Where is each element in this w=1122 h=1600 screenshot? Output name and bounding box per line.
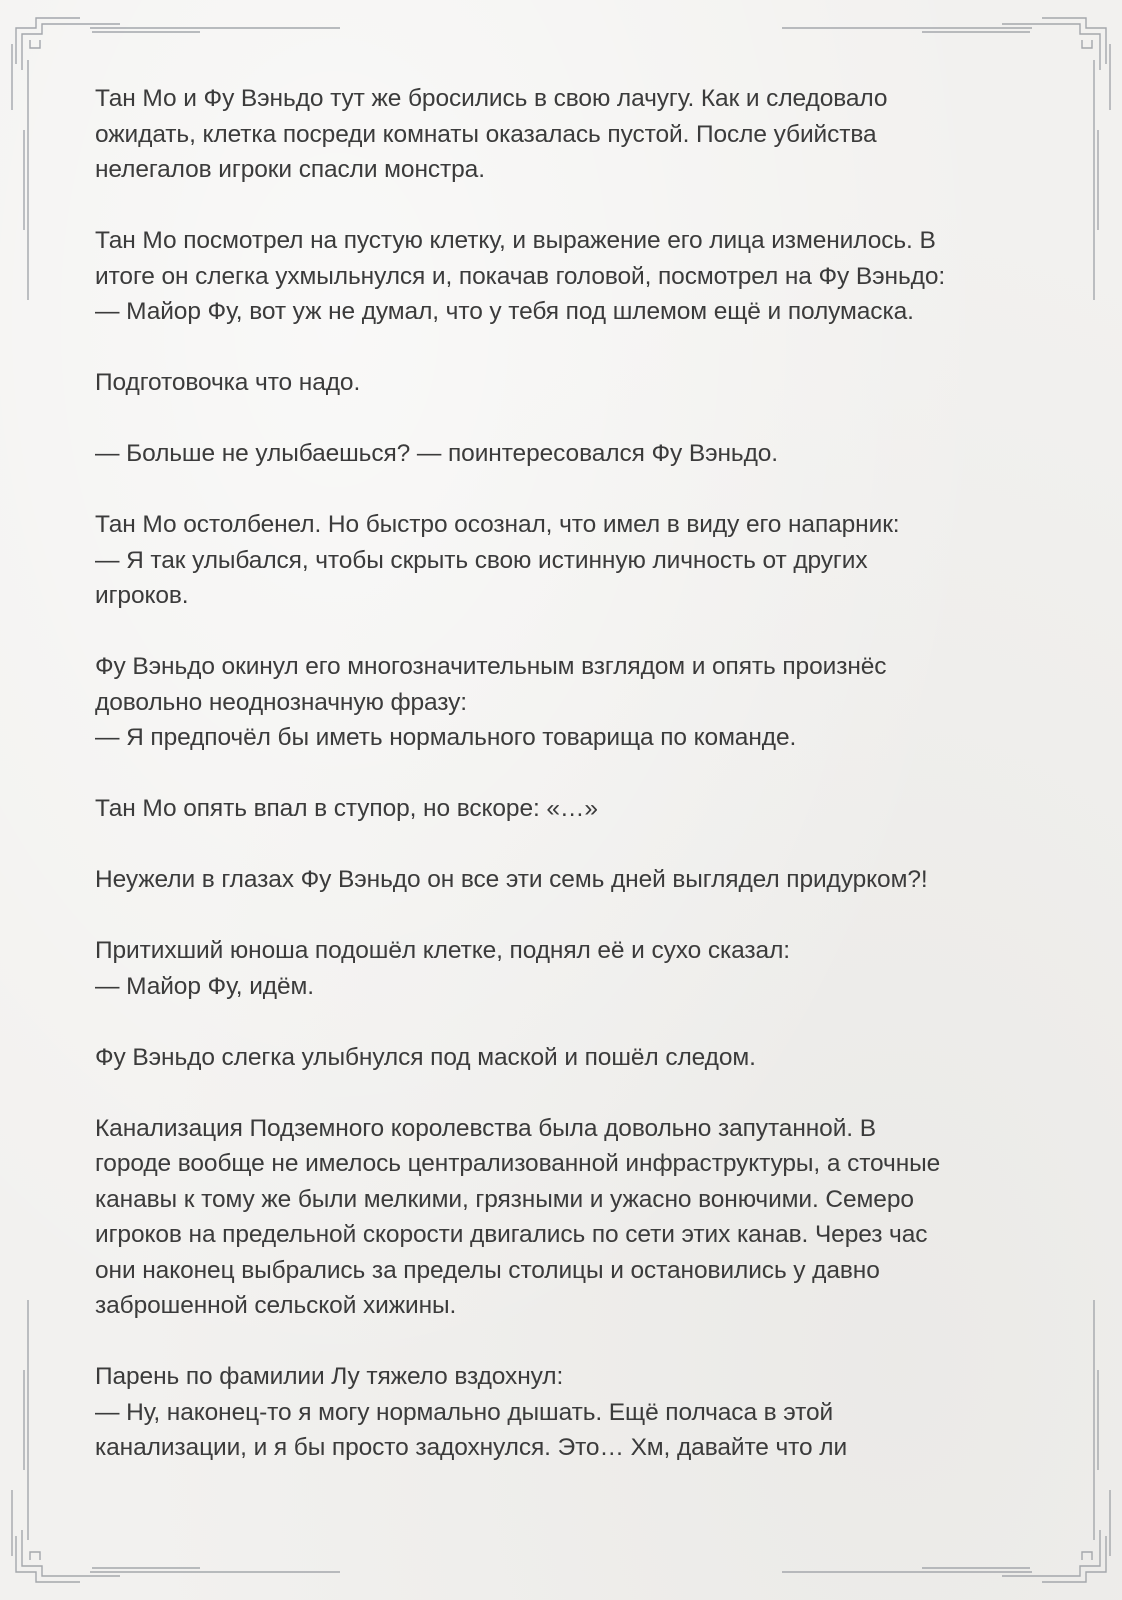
paragraph xyxy=(95,1359,1045,1466)
text-line: игроков. xyxy=(95,582,189,609)
paragraph xyxy=(95,81,1045,188)
frame-left-rules xyxy=(24,60,28,1540)
text-line: Фу Вэньдо окинул его многозначительным взглядом и опять произнёс xyxy=(95,653,887,680)
text-line: игроков на предельной скорости двигались по сети этих канав. Через час xyxy=(95,1221,928,1248)
paragraph xyxy=(95,436,1045,472)
frame-right-rules xyxy=(1094,60,1098,1540)
text-line: — Майор Фу, идём. xyxy=(95,972,314,1000)
text-line: — Я так улыбался, чтобы скрыть свою истинную личность от других xyxy=(95,546,868,574)
text-line: городе вообще не имелось централизованной инфраструктуры, а сточные xyxy=(95,1150,941,1177)
text-line: Подготовочка что надо. xyxy=(95,369,361,396)
text-line: ожидать, клетка посреди комнаты оказалась пустой. После убийства xyxy=(95,120,877,148)
paragraph xyxy=(95,1040,1045,1076)
text-line: канализации, и я бы просто задохнулся. Это… Хм, давайте что ли xyxy=(95,1434,848,1461)
paragraph xyxy=(95,649,1045,756)
text-line: довольно неоднозначную фразу: xyxy=(95,688,468,716)
text-line: Тан Мо посмотрел на пустую клетку, и выражение его лица изменилось. В xyxy=(95,227,936,254)
text-line: — Я предпочёл бы иметь нормального товарища по команде. xyxy=(95,724,797,751)
text-line: Тан Мо опять впал в ступор, но вскоре: «…» xyxy=(95,795,598,822)
text-line: Неужели в глазах Фу Вэньдо он все эти семь дней выглядел придурком?! xyxy=(95,866,928,893)
text-line: Притихший юноша подошёл клетке, поднял её и сухо сказал: xyxy=(95,937,790,964)
paragraph xyxy=(95,223,1045,330)
text-line: нелегалов игроки спасли монстра. xyxy=(95,156,485,183)
frame-corner-bottom-right xyxy=(782,1490,1110,1582)
text-line: Тан Мо остолбенел. Но быстро осознал, что имел в виду его напарник: xyxy=(95,511,900,538)
paragraph xyxy=(95,365,1045,401)
document-body xyxy=(95,81,1045,1501)
paragraph xyxy=(95,507,1045,614)
paragraph xyxy=(95,1111,1045,1324)
text-line: Тан Мо и Фу Вэньдо тут же бросились в свою лачугу. Как и следовало xyxy=(95,85,888,112)
frame-corner-bottom-left xyxy=(12,1490,340,1582)
text-line: Канализация Подземного королевства была довольно запутанной. В xyxy=(95,1114,876,1142)
text-line: Парень по фамилии Лу тяжело вздохнул: xyxy=(95,1363,564,1390)
text-line: — Майор Фу, вот уж не думал, что у тебя под шлемом ещё и полумаска. xyxy=(95,298,914,325)
text-line: — Ну, наконец-то я могу нормально дышать. Ещё полчаса в этой xyxy=(95,1398,834,1426)
paragraph xyxy=(95,791,1045,827)
text-line: итоге он слегка ухмыльнулся и, покачав головой, посмотрел на Фу Вэньдо: xyxy=(95,262,946,290)
text-line: — Больше не улыбаешься? — поинтересовался Фу Вэньдо. xyxy=(95,440,779,467)
paragraph xyxy=(95,933,1045,1004)
text-line: канавы к тому же были мелкими, грязными и ужасно вонючими. Семеро xyxy=(95,1185,914,1213)
text-line: они наконец выбрались за пределы столицы и остановились у давно xyxy=(95,1256,880,1284)
text-line: Фу Вэньдо слегка улыбнулся под маской и пошёл следом. xyxy=(95,1043,756,1071)
text-line: заброшенной сельской хижины. xyxy=(95,1292,457,1319)
paragraph xyxy=(95,862,1045,898)
